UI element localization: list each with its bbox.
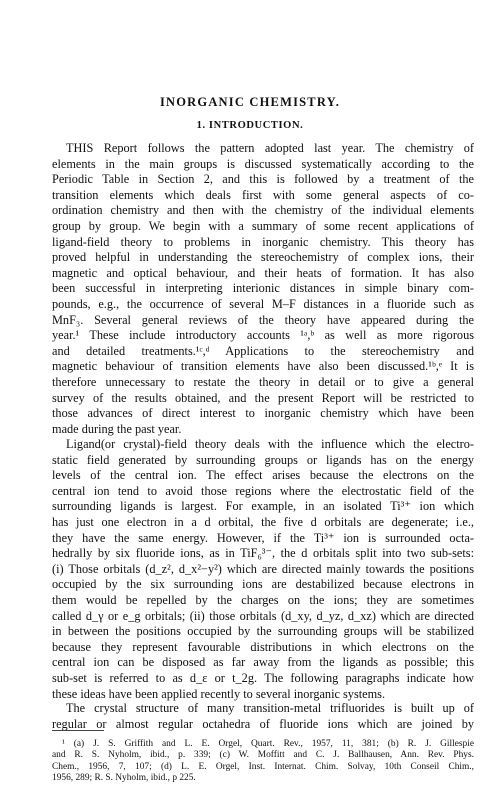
text-line: THIS Report follows the pattern adopted last year. The chemistry of <box>66 141 474 155</box>
section-heading: 1. INTRODUCTION. <box>196 120 304 131</box>
text-line: they have the same energy. However, if the Ti³⁺ ion is surrounded octa- <box>52 530 474 545</box>
text-line: group by group. We begin with a summary of some recent applications of <box>52 218 474 233</box>
footnotes <box>52 739 474 785</box>
text-line: ligand-field theory to problems in inorganic chemistry. This theory has <box>52 234 474 249</box>
text-line: (i) Those orbitals (d_z², d_x²−y²) which are directed mainly towards the positions <box>52 561 474 576</box>
text-line: in between the positions occupied by the surrounding groups will be stabilized <box>52 624 474 639</box>
text-line: therefore unnecessary to restate the theory in detail or to give a general <box>52 374 474 389</box>
footnote-line: and R. S. Nyholm, ibid., p. 339; (c) W. Moffitt and C. J. Ballhausen, Ann. Rev. Phys. <box>52 750 474 761</box>
text-line: MnF₃. Several general reviews of the theory have appeared during the <box>52 312 474 327</box>
text-line: occupied by the six surrounding ions are destabilized because electrons in <box>52 577 474 592</box>
text-line: Periodic Table in Section 2, and this is followed by a treatment of the <box>52 172 474 187</box>
text-line: because they represent favourable distributions in which electrons on the <box>52 639 474 654</box>
footnote-line: ¹ (a) J. S. Griffith and L. E. Orgel, Quart. Rev., 1957, 11, 381; (b) R. J. Gillespie <box>62 739 474 749</box>
text-line: transition elements which deals first with some general aspects of co- <box>52 187 474 202</box>
text-line: been successful in interpreting interionic distances in simple binary com- <box>52 281 474 296</box>
text-line: these ideas have been applied recently to several inorganic systems. <box>52 686 386 701</box>
text-line: regular or almost regular octahedra of fluoride ions which are joined by <box>52 716 474 731</box>
text-line: them would be repelled by the charges on the ions; they are sometimes <box>52 592 474 607</box>
text-line: year.¹ These include introductory accounts ¹ᵃ,ᵇ as well as more rigorous <box>52 328 474 343</box>
text-line: has just one electron in a d orbital, the five d orbitals are degenerate; i.e., <box>52 514 474 529</box>
text-line: made during the past year. <box>52 421 182 436</box>
footnote-line: 1956, 289; R. S. Nyholm, ibid., p 225. <box>52 773 196 784</box>
text-line: hedrally by six fluoride ions, as in TiF₆³⁻, the d orbitals split into two sub-sets: <box>52 546 474 561</box>
text-line: levels of the central ion. The effect arises because the electrons on the <box>52 468 474 483</box>
text-line: ordination chemistry and then with the chemistry of the individual elements <box>52 203 474 218</box>
text-line: surrounding ligands is largest. For example, in an isolated Ti³⁺ ion which <box>52 499 474 514</box>
text-line: those advances of direct interest to inorganic chemistry which have been <box>52 406 474 421</box>
text-line: survey of the results obtained, and the present Report will be restricted to <box>52 390 474 405</box>
text-line: elements in the main groups is discussed systematically according to the <box>52 156 474 171</box>
paragraph-3 <box>52 701 474 732</box>
text-line: magnetic and optical behaviour, and their heats of formation. It has also <box>52 265 474 280</box>
text-line: pounds, e.g., the occurrence of several M–F distances in a fluoride such as <box>52 296 474 311</box>
text-line: sub-set is referred to as d_ε or t_2g. The following paragraphs indicate how <box>52 670 474 685</box>
page-title: INORGANIC CHEMISTRY. <box>159 95 341 109</box>
text-line: proved helpful in understanding the stereochemistry of complex ions, their <box>52 250 474 265</box>
text-line: central ion tend to avoid those regions where the electrostatic field of the <box>52 483 474 498</box>
text-line: The crystal structure of many transition-metal trifluorides is built up of <box>66 701 474 715</box>
footnote-line: Chem., 1956, 7, 107; (d) L. E. Orgel, Inst. Internat. Chim. Solvay, 10th Conseil Chim., <box>52 761 474 772</box>
paragraph-1 <box>52 141 474 437</box>
text-line: static field generated by surrounding groups or ligands has on the energy <box>52 452 474 467</box>
text-line: called d_γ or e_g orbitals; (ii) those orbitals (d_xy, d_yz, d_xz) which are directed <box>52 608 474 623</box>
footnote-rule <box>52 730 104 731</box>
text-line: central ion can be disposed as far away from the ligands as possible; this <box>52 655 474 670</box>
text-line: and detailed treatments.¹ᶜ,ᵈ Applications to the stereochemistry and <box>52 343 474 358</box>
text-line: Ligand(or crystal)-field theory deals with the influence which the electro- <box>66 437 474 451</box>
text-line: magnetic behaviour of transition elements have also been discussed.¹ᵇ,ᵉ It is <box>52 359 474 374</box>
paragraph-2 <box>52 437 474 702</box>
